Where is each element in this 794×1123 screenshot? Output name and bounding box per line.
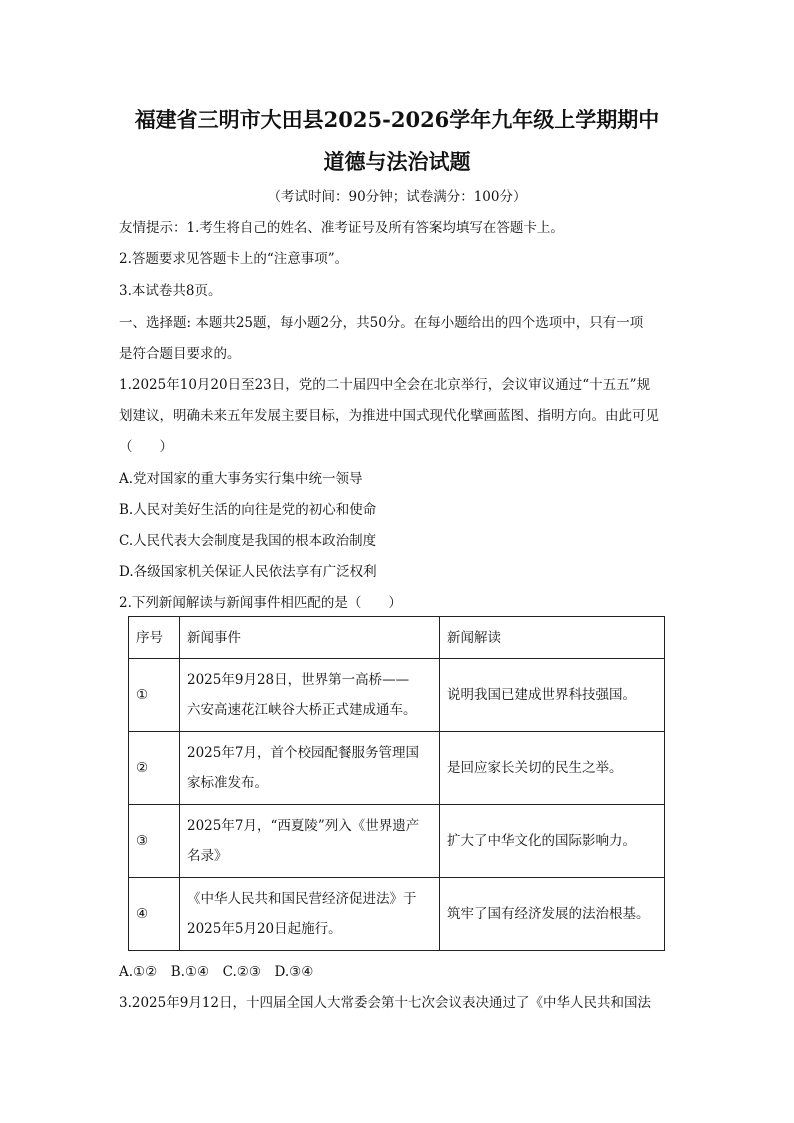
row-event-line2: 名录》 xyxy=(187,848,228,864)
row-event-line2: 2025年5月20日起施行。 xyxy=(187,921,342,937)
q1-option-d: D.各级国家机关保证人民依法享有广泛权利 xyxy=(119,564,377,580)
header-event: 新闻事件 xyxy=(180,617,440,659)
q2-options: A.①② B.①④ C.②③ D.③④ xyxy=(119,964,314,980)
q1-option-b: B.人民对美好生活的向往是党的初心和使命 xyxy=(119,502,377,518)
row-event-line2: 家标准发布。 xyxy=(187,775,268,791)
section-heading: 一、选择题: 本题共25题，每小题2分，共50分。在每小题给出的四个选项中，只有一项 xyxy=(119,315,644,331)
row-event xyxy=(180,659,440,732)
table-row xyxy=(129,732,665,805)
row-no: ① xyxy=(129,659,180,732)
row-no: ④ xyxy=(129,878,180,951)
table-row xyxy=(129,805,665,878)
q1-stem-blank: （ ） xyxy=(119,439,173,455)
exam-subject-title: 道德与法治试题 xyxy=(323,149,471,174)
table-header-row xyxy=(129,617,665,659)
tip-2: 2.答题要求见答题卡上的“注意事项”。 xyxy=(119,251,349,267)
table-row xyxy=(129,878,665,951)
exam-title: 福建省三明市大田县2025-2026学年九年级上学期期中 xyxy=(134,107,660,132)
row-reading: 扩大了中华文化的国际影响力。 xyxy=(440,805,665,878)
section-heading-cont: 是符合题目要求的。 xyxy=(119,346,241,362)
header-no: 序号 xyxy=(129,617,180,659)
tip-3: 3.本试卷共8页。 xyxy=(119,283,222,299)
q3-stem: 3.2025年9月12日，十四届全国人大常委会第十七次会议表决通过了《中华人民共和国法 xyxy=(119,995,652,1011)
row-event-line1: 2025年7月，首个校园配餐服务管理国 xyxy=(187,745,419,761)
q1-stem-line1: 1.2025年10月20日至23日，党的二十届四中全会在北京举行，会议审议通过“十五五”规 xyxy=(119,377,651,393)
header-reading: 新闻解读 xyxy=(440,617,665,659)
q2-stem: 2.下列新闻解读与新闻事件相匹配的是（ ） xyxy=(119,595,402,611)
q1-stem-line2: 划建议，明确未来五年发展主要目标，为推进中国式现代化擘画蓝图、指明方向。由此可见 xyxy=(119,408,659,424)
row-no: ③ xyxy=(129,805,180,878)
row-event-line1: 2025年7月，“西夏陵”列入《世界遗产 xyxy=(187,818,420,834)
news-table xyxy=(128,616,665,951)
q1-option-c: C.人民代表大会制度是我国的根本政治制度 xyxy=(119,533,377,549)
row-event-line1: 《中华人民共和国民营经济促进法》于 xyxy=(187,891,417,907)
row-event-line1: 2025年9月28日，世界第一高桥—— xyxy=(187,672,410,688)
tip-1: 友情提示：1.考生将自己的姓名、准考证号及所有答案均填写在答题卡上。 xyxy=(119,220,564,236)
table-row xyxy=(129,659,665,732)
row-reading: 筑牢了国有经济发展的法治根基。 xyxy=(440,878,665,951)
row-event xyxy=(180,732,440,805)
row-event xyxy=(180,878,440,951)
q1-option-a: A.党对国家的重大事务实行集中统一领导 xyxy=(119,471,363,487)
row-event xyxy=(180,805,440,878)
row-event-line2: 六安高速花江峡谷大桥正式建成通车。 xyxy=(187,702,417,718)
row-reading: 说明我国已建成世界科技强国。 xyxy=(440,659,665,732)
row-no: ② xyxy=(129,732,180,805)
exam-info: （考试时间：90分钟；试卷满分：100分） xyxy=(267,189,527,205)
row-reading: 是回应家长关切的民生之举。 xyxy=(440,732,665,805)
